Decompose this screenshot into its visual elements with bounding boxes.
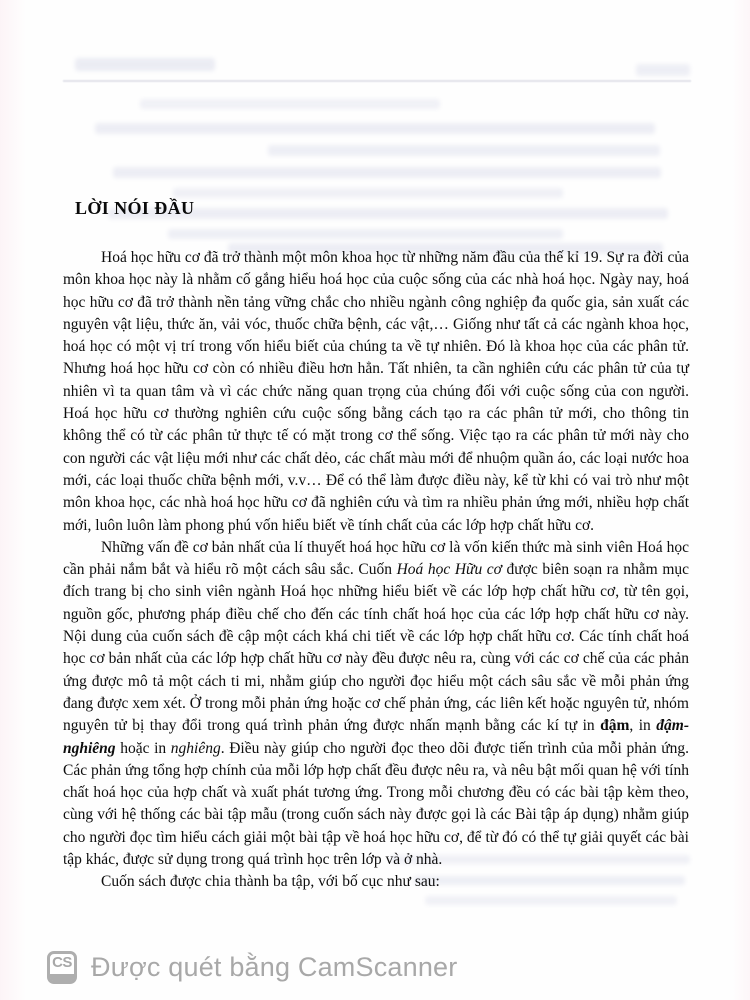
paragraph-text: hoặc in xyxy=(115,739,171,757)
paragraph-2 xyxy=(63,537,689,871)
bleedthrough-text xyxy=(95,123,655,134)
camscanner-logo-bar xyxy=(50,974,74,981)
paragraph-text: Những vấn đề cơ bản nhất của lí thuyết hoá học hữu cơ là vốn kiến thức mà sinh viên Hoá học cần phải nắm bắt và hiểu rõ một cách sâu sắc. Cuốn xyxy=(63,538,689,579)
paragraph-text: . Điều này giúp cho người đọc theo dõi được tiến trình của mỗi phản ứng. Các phản ứng tổng hợp chính của mỗi lớp hợp chất đều được nêu ra, và nêu bật mối quan hệ với tính chất hoá học của hợp chất và xuất phát tương ứng. Trong mỗi chương đều có các bài tập kèm theo, cùng với hệ thống các bài tập mẫu (trong cuốn sách này được gọi là các Bài tập áp dụng) nhằm giúp cho người đọc tìm hiểu cách giải một bài tập về hoá học hữu cơ, để từ đó có thể tự giải quyết các bài tập khác, được sử dụng trong quá trình học trên lớp và ở nhà. xyxy=(63,739,689,869)
paragraph-text: được biên soạn ra nhằm mục đích trang bị cho sinh viên ngành Hoá học những hiểu biết về các lớp hợp chất hữu cơ, từ tên gọi, nguồn gốc, phương pháp điều chế cho đến các tính chất hoá học của các lớp hợp chất hữu cơ này. Nội dung của cuốn sách đề cập một cách khá chi tiết về các lớp hợp chất hữu cơ. Các tính chất hoá học cơ bản nhất của các lớp hợp chất hữu cơ này đều được nêu ra, cùng với các cơ chế của các phản ứng được mô tả một cách ti mi, nhằm giúp cho người đọc hiểu một cách sâu sắc về mỗi phản ứng đang được xem xét. Ở trong mỗi phản ứng hoặc cơ chế phản ứng, các liên kết hoặc nguyên tử, nhóm nguyên tử bị thay đổi trong quá trình phản ứng được nhấn mạnh bằng các kí tự in xyxy=(63,561,690,735)
scan-edge-tint-left xyxy=(0,0,26,1000)
bleedthrough-text xyxy=(425,896,677,905)
bold-term: đậm xyxy=(600,717,630,735)
camscanner-watermark xyxy=(47,951,457,984)
bleedthrough-text xyxy=(168,229,563,239)
paragraph-3 xyxy=(63,871,689,893)
bleedthrough-text xyxy=(636,64,690,76)
book-title-italic: Hoá học Hữu cơ xyxy=(396,561,502,579)
paragraph-text: Hoá học hữu cơ đã trở thành một môn khoa học từ những năm đầu của thế kỉ 19. Sự ra đời của môn khoa học này là nhằm cố gắng hiểu hoá học của cuộc sống của các nhà hoá học. Ngày nay, hoá học hữu cơ đã trở thành nền tảng vững chắc cho nhiều ngành công nghiệp đa quốc gia, sản xuất các nguyên vật liệu, thức ăn, vải vóc, thuốc chữa bệnh, các vật,… Giống như tất cả các ngành khoa học, hoá học có một vị trí trong vốn hiểu biết của chúng ta về tự nhiên. Đó là khoa học của các phân tử. Nhưng hoá học hữu cơ còn có nhiều điều hơn hẳn. Tất nhiên, ta cần nghiên cứu các phân tử của tự nhiên vì ta quan tâm và vì các chức năng quan trọng của chúng đối với cuộc sống của con người. Hoá học hữu cơ thường nghiên cứu cuộc sống bằng cách tạo ra các phân tử mới, cho thông tin không thể có từ các phân tử thực tế có mặt trong cơ thể sống. Việc tạo ra các phân tử mới này cho con người các vật liệu mới như các chất dẻo, các chất màu mới để nhuộm quần áo, các loại nước hoa mới, các loại thuốc chữa bệnh mới, v.v… Để có thể làm được điều này, kể từ khi có vai trò như một môn khoa học, các nhà hoá học hữu cơ đã nghiên cứu và tìm ra nhiều phản ứng mới, nhiều hợp chất mới, luôn luôn làm phong phú vốn hiểu biết về tính chất của các lớp hợp chất hữu cơ. xyxy=(63,249,689,534)
bleedthrough-text xyxy=(113,167,661,178)
italic-term: nghiêng xyxy=(170,739,221,757)
scan-edge-tint-right xyxy=(732,0,750,1000)
document-body xyxy=(63,247,689,894)
camscanner-label: Được quét bằng CamScanner xyxy=(91,952,458,982)
paragraph-text: , in xyxy=(629,717,657,735)
paragraph-1 xyxy=(63,247,689,537)
bleedthrough-text xyxy=(173,188,563,198)
page-title: LỜI NÓI ĐẦU xyxy=(75,198,195,218)
bold-italic-term: đậm-nghiêng xyxy=(63,717,689,757)
bleedthrough-rule xyxy=(63,80,691,82)
bleedthrough-text xyxy=(268,145,660,156)
bleedthrough-text xyxy=(140,99,440,109)
bleedthrough-text xyxy=(75,58,215,71)
camscanner-logo-icon xyxy=(47,951,77,984)
camscanner-logo-text: CS xyxy=(52,954,72,971)
paragraph-text: Cuốn sách được chia thành ba tập, với bố cục như sau: xyxy=(101,873,440,891)
